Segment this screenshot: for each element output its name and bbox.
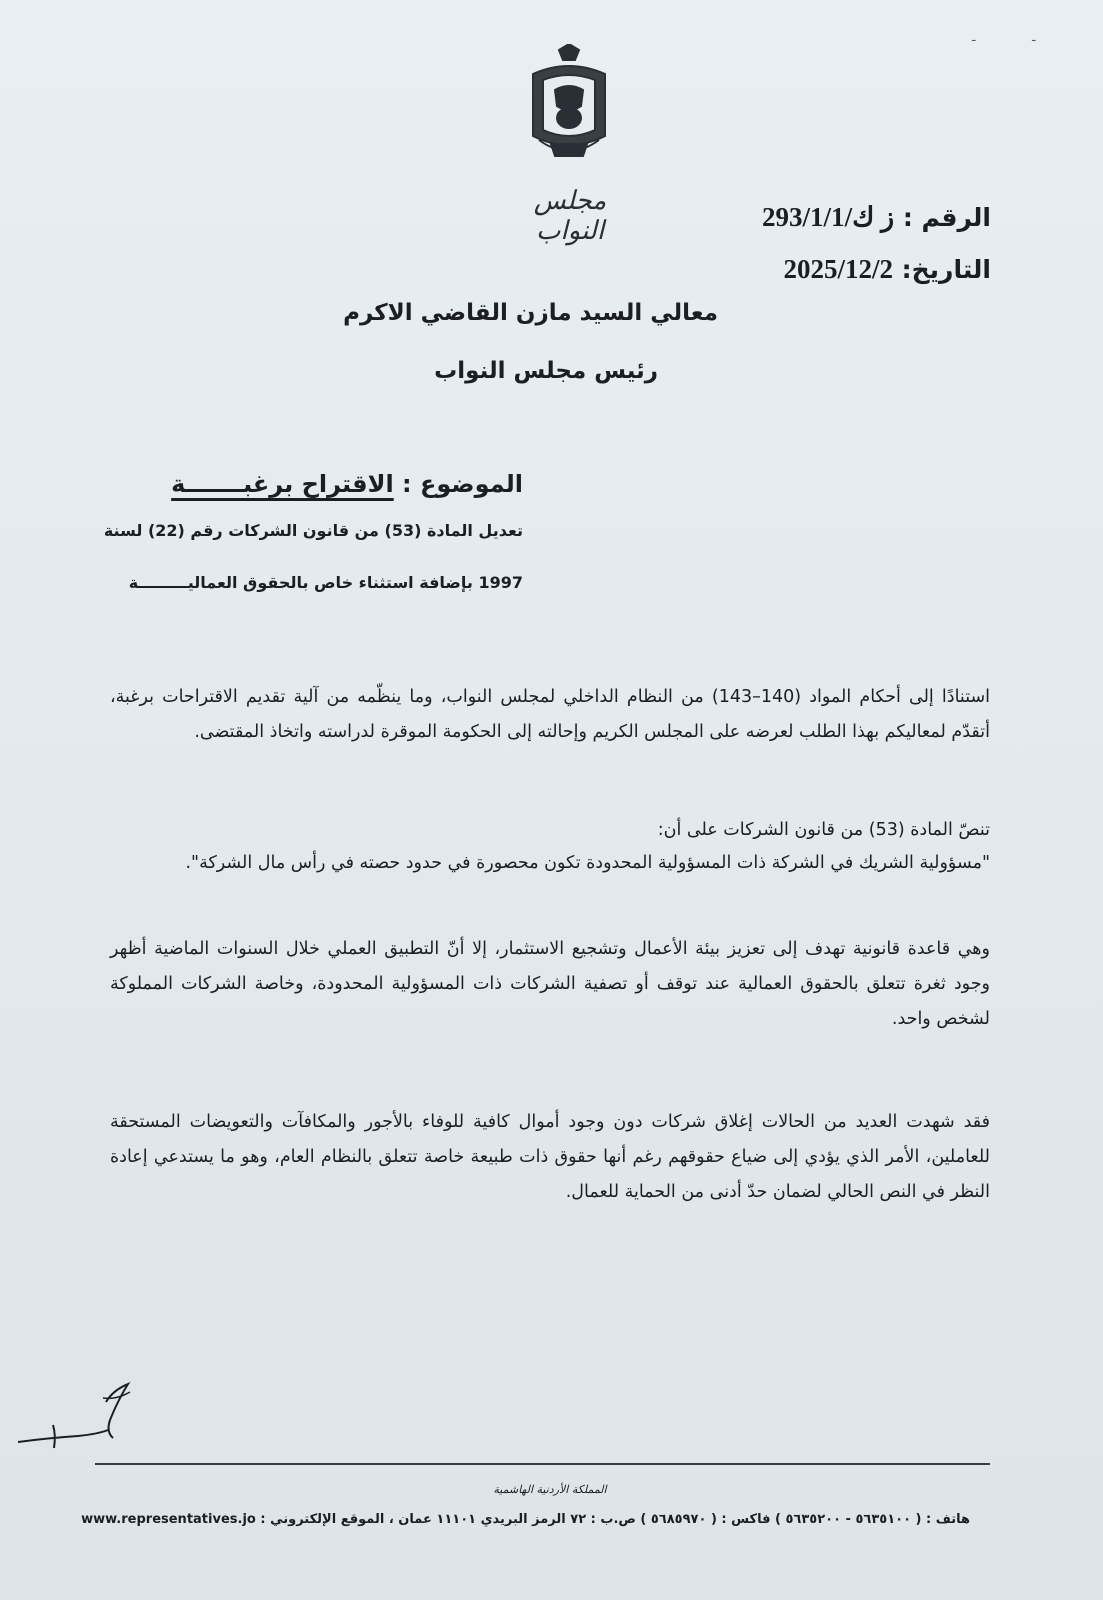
reference-number — [762, 202, 991, 233]
subject-detail-line-1: تعديل المادة (53) من قانون الشركات رقم (22) لسنة — [103, 521, 523, 540]
footer-contact-info: هاتف : ( ٥٦٣٥١٠٠ - ٥٦٣٥٢٠٠ ) فاكس : ( ٥٦٨٥٩٧٠ ) ص.ب : ٧٢ الرمز البريدي ١١١٠١ عمان ، الموقع الإلكتروني : www.representatives.jo — [81, 1512, 970, 1527]
coat-of-arms-emblem — [525, 44, 613, 164]
corner-mark-left: ـ — [972, 30, 976, 44]
addressee-title: رئيس مجلس النواب — [434, 358, 658, 384]
subject-heading — [171, 470, 523, 498]
subject-value: الاقتراح برغبـــــــة — [171, 470, 394, 498]
body-paragraph-4: فقد شهدت العديد من الحالات إغلاق شركات دون وجود أموال كافية للوفاء بالأجور والمكافآت والتعويضات المستحقة للعاملين، الأمر الذي يؤدي إلى ضياع حقوقهم رغم أنها حقوق ذات طبيعة خاصة تتعلق بالنظام العام، وهو ما يستدعي إعادة النظر في النص الحالي لضمان حدّ أدنى من الحماية للعمال. — [110, 1112, 990, 1202]
subject-label: الموضوع : — [393, 470, 523, 498]
corner-mark-right: ـ — [1032, 30, 1036, 44]
subject-detail-line-2: 1997 بإضافة استثناء خاص بالحقوق العماليـــــــــة — [128, 573, 523, 592]
addressee-name: معالي السيد مازن القاضي الاكرم — [343, 300, 718, 326]
body-paragraph-2: تنصّ المادة (53) من قانون الشركات على أن: — [657, 820, 990, 840]
footer-kingdom-name: المملكة الأردنية الهاشمية — [493, 1483, 607, 1496]
council-logo-signature: مجلس النواب — [533, 186, 607, 246]
reference-label: الرقم : — [894, 203, 991, 232]
body-paragraph-3: وهي قاعدة قانونية تهدف إلى تعزيز بيئة الأعمال وتشجيع الاستثمار، إلا أنّ التطبيق العملي خلال السنوات الماضية أظهر وجود ثغرة تتعلق بالحقوق العمالية عند توقف أو تصفية الشركات ذات المسؤولية المحدودة، وخاصة الشركات المملوكة لشخص واحد. — [110, 939, 990, 1029]
handwritten-signature — [18, 1380, 148, 1460]
reference-value: ز ك/293/1/1 — [762, 202, 895, 232]
body-paragraph-quote: "مسؤولية الشريك في الشركة ذات المسؤولية المحدودة تكون محصورة في حدود حصته في رأس مال الشركة". — [185, 853, 990, 873]
letter-date — [783, 254, 991, 285]
date-value: 2025/12/2 — [783, 254, 893, 284]
body-paragraph-1: استنادًا إلى أحكام المواد (140–143) من النظام الداخلي لمجلس النواب، وما ينظّمه من آلية تقديم الاقتراحات برغبة، أتقدّم لمعاليكم بهذا الطلب لعرضه على المجلس الكريم وإحالته إلى الحكومة الموقرة لدراسته واتخاذ المقتضى. — [110, 687, 991, 742]
footer-divider — [95, 1463, 990, 1465]
date-label: التاريخ: — [892, 255, 991, 284]
